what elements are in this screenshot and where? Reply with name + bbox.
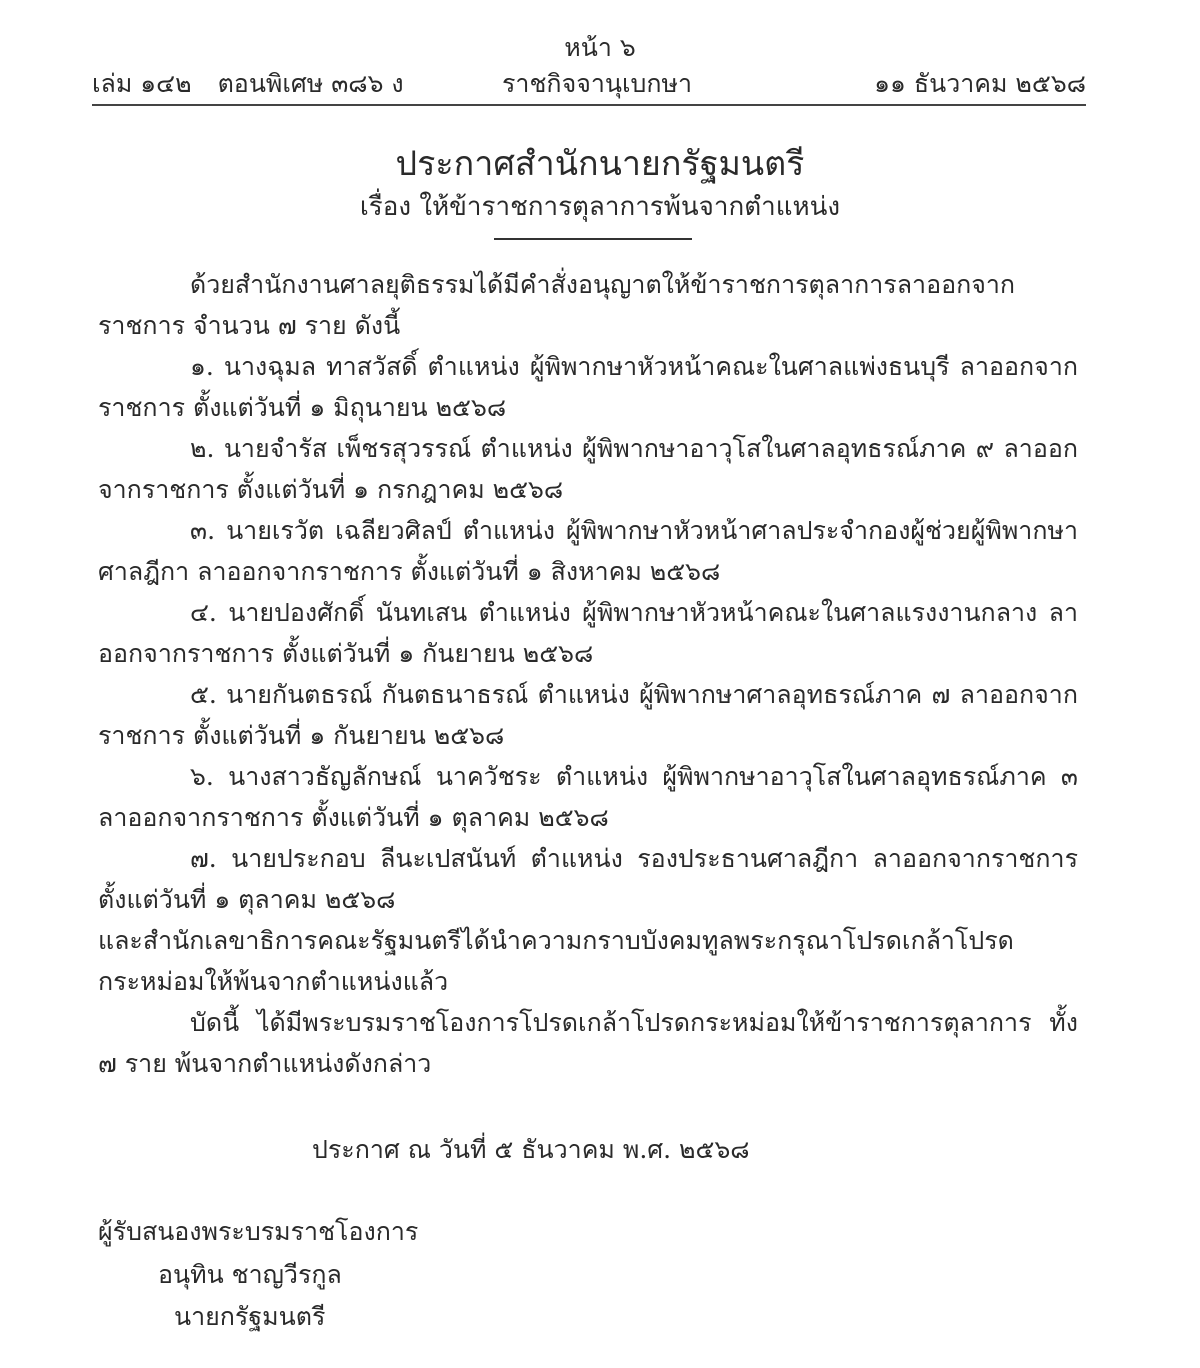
- list-item: ๓. นายเรวัต เฉลียวศิลป์ ตำแหน่ง ผู้พิพากษาหัวหน้าศาลประจำกองผู้ช่วยผู้พิพากษาศาลฎีกา ลาออกจากราชการ ตั้งแต่วันที่ ๑ สิงหาคม ๒๕๖๘: [98, 516, 1078, 586]
- intro-paragraph: ด้วยสำนักงานศาลยุติธรรมได้มีคำสั่งอนุญาตให้ข้าราชการตุลาการลาออกจากราชการ จำนวน ๗ ราย ดังนี้: [98, 270, 1016, 340]
- announcement-subject: เรื่อง ให้ข้าราชการตุลาการพ้นจากตำแหน่ง: [359, 192, 841, 222]
- signatory-role: ผู้รับสนองพระบรมราชโองการ: [98, 1217, 419, 1246]
- volume-section: [92, 64, 404, 104]
- title-divider: [494, 238, 692, 240]
- publication-date: ๑๑ ธันวาคม ๒๕๖๘: [874, 69, 1086, 98]
- list-item: ๕. นายกันตธรณ์ กันตธนาธรณ์ ตำแหน่ง ผู้พิพากษาศาลอุทธรณ์ภาค ๗ ลาออกจากราชการ ตั้งแต่วันที่ ๑ กันยายน ๒๕๖๘: [98, 680, 1078, 750]
- list-item: ๑. นางฉุมล ทาสวัสดิ์ ตำแหน่ง ผู้พิพากษาหัวหน้าคณะในศาลแพ่งธนบุรี ลาออกจากราชการ ตั้งแต่วันที่ ๑ มิถุนายน ๒๕๖๘: [98, 352, 1078, 422]
- announcement-title: ประกาศสำนักนายกรัฐมนตรี: [395, 144, 805, 184]
- volume: เล่ม ๑๔๒: [92, 69, 192, 98]
- signatory-title: นายกรัฐมนตรี: [174, 1302, 326, 1331]
- list-item: ๒. นายจำรัส เพ็ชรสุวรรณ์ ตำแหน่ง ผู้พิพากษาอาวุโสในศาลอุทธรณ์ภาค ๙ ลาออกจากราชการ ตั้งแต่วันที่ ๑ กรกฎาคม ๒๕๖๘: [98, 434, 1078, 504]
- gazette-header: [92, 68, 1086, 106]
- list-item: ๔. นายปองศักดิ์ นันทเสน ตำแหน่ง ผู้พิพากษาหัวหน้าคณะในศาลแรงงานกลาง ลาออกจากราชการ ตั้งแต่วันที่ ๑ กันยายน ๒๕๖๘: [98, 598, 1078, 668]
- announced-date: ประกาศ ณ วันที่ ๕ ธันวาคม พ.ศ. ๒๕๖๘: [312, 1135, 750, 1164]
- list-item: ๖. นางสาวธัญลักษณ์ นาควัชระ ตำแหน่ง ผู้พิพากษาอาวุโสในศาลอุทธรณ์ภาค ๓ ลาออกจากราชการ ตั้งแต่วันที่ ๑ ตุลาคม ๒๕๖๘: [98, 762, 1078, 832]
- section: ตอนพิเศษ ๓๘๖ ง: [217, 69, 404, 98]
- conclusion-paragraph: บัดนี้ ได้มีพระบรมราชโองการโปรดเกล้าโปรดกระหม่อมให้ข้าราชการตุลาการ ทั้ง ๗ ราย พ้นจากตำแหน่งดังกล่าว: [98, 1008, 1078, 1078]
- publication-name: ราชกิจจานุเบกษา: [502, 69, 693, 98]
- secretariat-paragraph: และสำนักเลขาธิการคณะรัฐมนตรีได้นำความกราบบังคมทูลพระกรุณาโปรดเกล้าโปรดกระหม่อมให้พ้นจากตำแหน่งแล้ว: [98, 926, 1014, 996]
- signatory-name: อนุทิน ชาญวีรกูล: [158, 1260, 342, 1289]
- announcement-body: [98, 264, 1078, 1084]
- list-item: ๗. นายประกอบ ลีนะเปสนันท์ ตำแหน่ง รองประธานศาลฎีกา ลาออกจากราชการ ตั้งแต่วันที่ ๑ ตุลาคม ๒๕๖๘: [98, 844, 1078, 914]
- page-number: หน้า ๖: [564, 33, 636, 62]
